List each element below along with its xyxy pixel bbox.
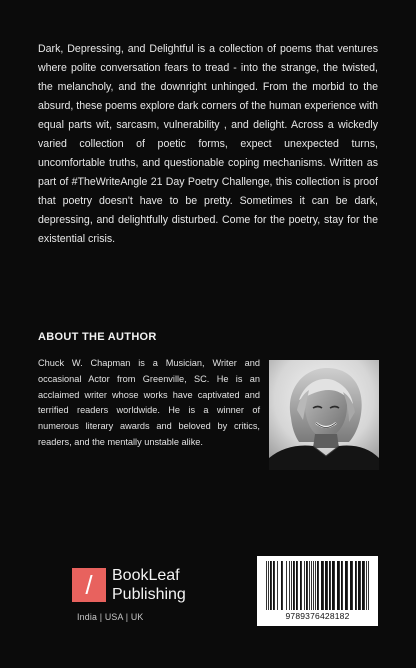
publisher-name	[112, 566, 186, 604]
barcode-bar	[270, 561, 272, 610]
barcode-bar	[277, 561, 278, 610]
barcode-bar	[345, 561, 348, 610]
barcode-bar	[337, 561, 340, 610]
book-blurb: Dark, Depressing, and Delightful is a collection of poems that ventures where polite conversation fears to tread - into the strange, the twisted, the melancholy, and the downright unhinged. From the morbid to the absurd, these poems explore dark corners of the human experience with equal parts wit, sarcasm, vulnerability , and delight. Across a wickedly varied collection of poetic forms, expect unexpected turns, uncomfortable truths, and questionable coping mechanisms. Written as part of #TheWriteAngle 21 Day Poetry Challenge, this collection is proof that poetry doesn't have to be pretty. Sometimes it can be dark, depressing, and delightfully disturbed. Come for the poetry, stay for the existential crisis.	[38, 43, 378, 245]
barcode-bar	[329, 561, 331, 610]
barcode-bar	[273, 561, 275, 610]
barcode-bar	[313, 561, 314, 610]
barcode-bar	[291, 561, 292, 610]
barcode-bar	[311, 561, 312, 610]
publisher-regions: India | USA | UK	[77, 612, 144, 622]
barcode-bar	[266, 561, 267, 610]
publisher-slash-icon: /	[72, 568, 106, 602]
barcode-bar	[358, 561, 361, 610]
barcode-bar	[341, 561, 343, 610]
barcode-bar	[309, 561, 310, 610]
barcode-bar	[315, 561, 316, 610]
isbn-number: 9789376428182	[285, 611, 350, 621]
barcode-bar	[268, 561, 269, 610]
author-portrait-image	[269, 360, 379, 470]
barcode-bar	[286, 561, 287, 610]
barcode-bar	[317, 561, 319, 610]
barcode-bar	[366, 561, 367, 610]
barcode-bar	[289, 561, 290, 610]
barcode-bar	[281, 561, 283, 610]
barcode-bar	[304, 561, 305, 610]
author-bio: Chuck W. Chapman is a Musician, Writer and occasional Actor from Greenville, SC. He is an acclaimed writer whose works have captivated and terrified readers worldwide. He is a winner of numerous literary awards and beloved by critics, readers, and the mentally unstable alike.	[38, 358, 260, 447]
barcode-bar	[306, 561, 308, 610]
about-author-heading: ABOUT THE AUTHOR	[38, 331, 157, 343]
barcode-bar	[350, 561, 353, 610]
barcode-bar	[321, 561, 324, 610]
barcode-bar	[296, 561, 298, 610]
barcode-bar	[332, 561, 335, 610]
barcode-bar	[300, 561, 302, 610]
barcode-bar	[325, 561, 328, 610]
barcode-bar	[355, 561, 357, 610]
publisher-name-line1: BookLeaf	[112, 567, 180, 584]
barcode-bars	[266, 561, 369, 610]
publisher-name-line2: Publishing	[112, 586, 186, 603]
barcode-bar	[293, 561, 295, 610]
publisher-logo	[72, 568, 192, 628]
author-photo	[269, 360, 379, 470]
barcode-bar	[362, 561, 365, 610]
barcode-bar	[368, 561, 369, 610]
isbn-barcode	[257, 556, 378, 626]
